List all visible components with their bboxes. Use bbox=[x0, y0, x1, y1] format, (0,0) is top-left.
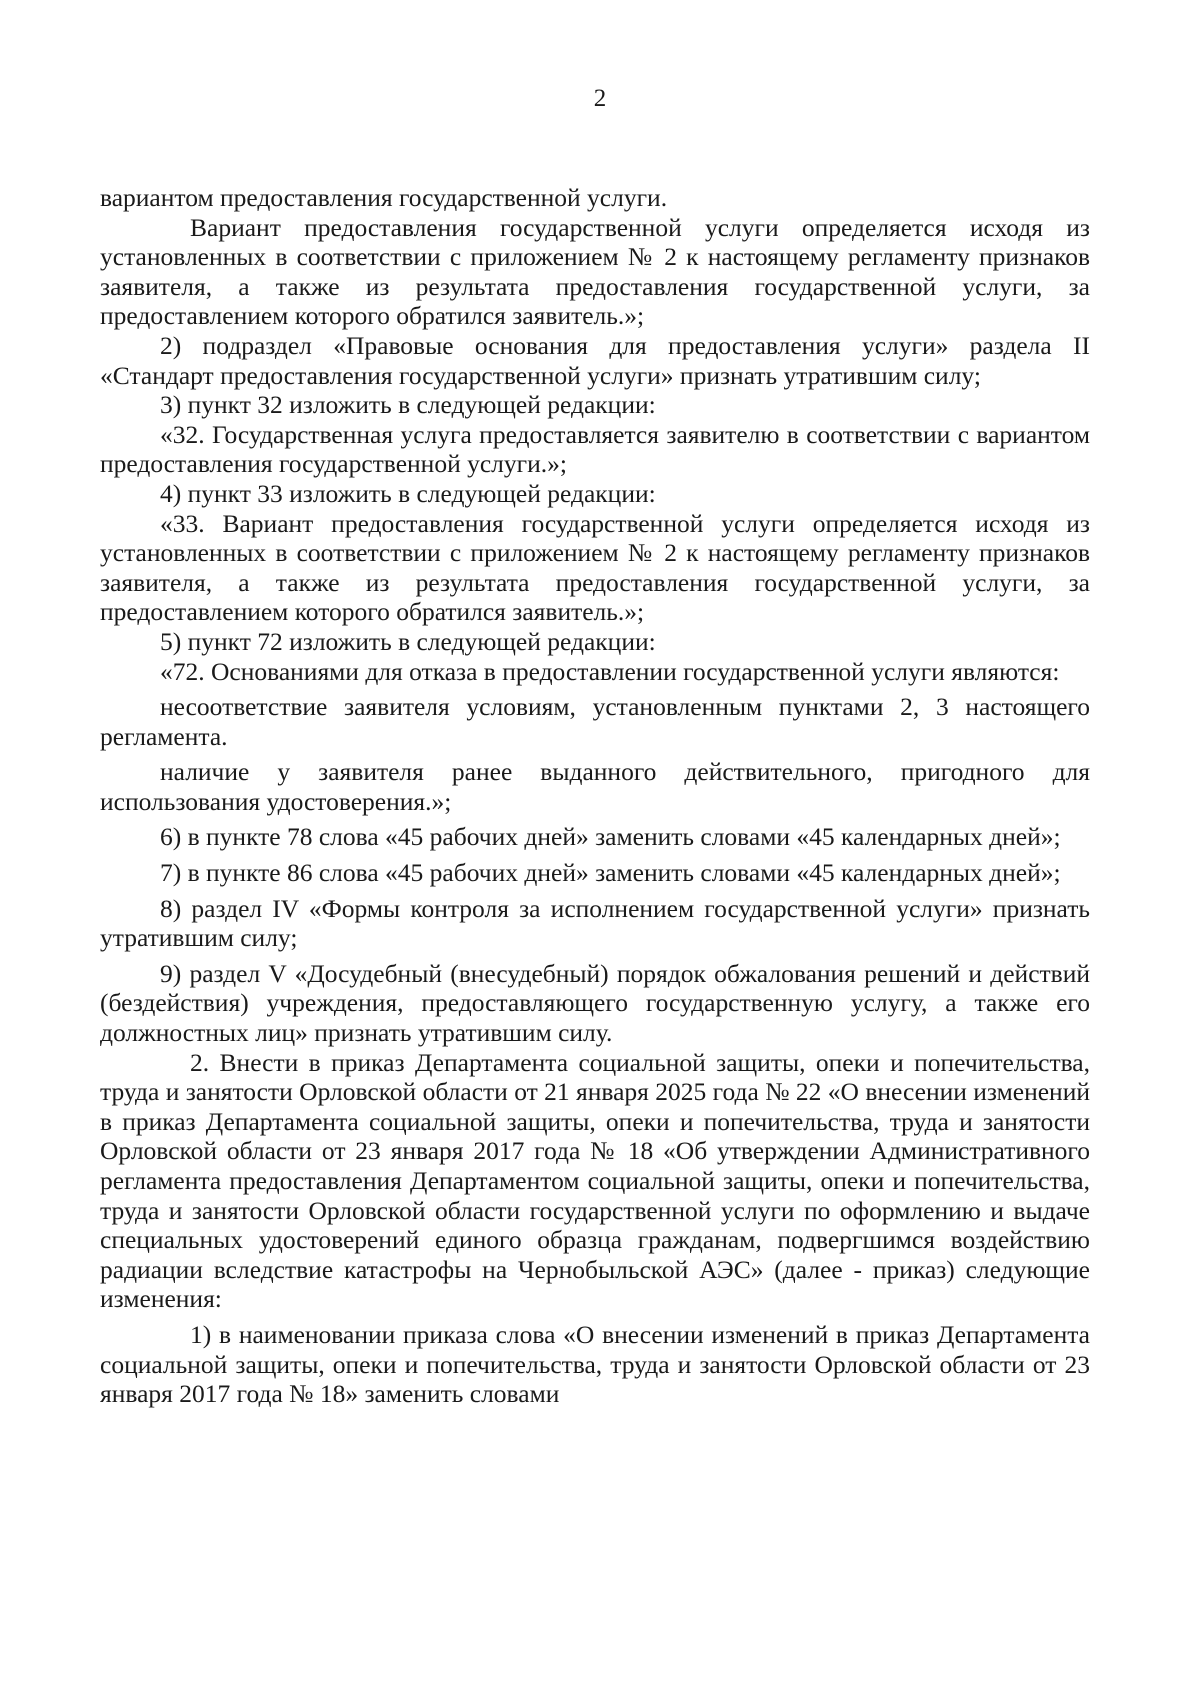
paragraph: 3) пункт 32 изложить в следующей редакции: bbox=[160, 390, 656, 420]
paragraph: 5) пункт 72 изложить в следующей редакции: bbox=[160, 626, 656, 656]
paragraph: наличие у заявителя ранее выданного действительного, пригодного для использования удостоверения.»; bbox=[100, 757, 1090, 816]
paragraph: «33. Вариант предоставления государственной услуги определяется исходя из установленных в соответствии с приложением № 2 к настоящему регламенту признаков заявителя, а также из результата предоставления государственной услуги, за предоставлением которого обратился заявитель.»; bbox=[100, 508, 1090, 627]
document-body bbox=[100, 183, 1090, 1409]
paragraph: 7) в пункте 86 слова «45 рабочих дней» заменить словами «45 календарных дней»; bbox=[160, 858, 1061, 888]
paragraph: 2) подраздел «Правовые основания для предоставления услуги» раздела II «Стандарт предоставления государственной услуги» признать утратившим силу; bbox=[100, 330, 1090, 390]
paragraph: несоответствие заявителя условиям, установленным пунктами 2, 3 настоящего регламента. bbox=[100, 692, 1090, 751]
paragraph: 2. Внести в приказ Департамента социальной защиты, опеки и попечительства, труда и занятости Орловской области от 21 января 2025 года № 22 «О внесении изменений в приказ Департамента социальной защиты, опеки и попечительства, труда и занятости Орловской области от 23 января 2017 года № 18 «Об утверждении Административного регламента предоставления Департаментом социальной защиты, опеки и попечительства, труда и занятости Орловской области государственной услуги по оформлению и выдаче специальных удостоверений единого образца гражданам, подвергшимся воздействию радиации вследствие катастрофы на Чернобыльской АЭС» (далее - приказ) следующие изменения: bbox=[100, 1047, 1090, 1314]
paragraph: «72. Основаниями для отказа в предоставлении государственной услуги являются: bbox=[160, 656, 1060, 686]
paragraph: 8) раздел IV «Формы контроля за исполнением государственной услуги» признать утратившим силу; bbox=[100, 893, 1090, 953]
paragraph: 4) пункт 33 изложить в следующей редакции: bbox=[160, 478, 656, 508]
paragraph: вариантом предоставления государственной услуги. bbox=[100, 183, 668, 212]
paragraph: Вариант предоставления государственной услуги определяется исходя из установленных в соответствии с приложением № 2 к настоящему регламенту признаков заявителя, а также из результата предоставления государственной услуги, за предоставлением которого обратился заявитель.»; bbox=[100, 212, 1090, 331]
paragraph: «32. Государственная услуга предоставляется заявителю в соответствии с вариантом предоставления государственной услуги.»; bbox=[100, 419, 1090, 479]
paragraph: 9) раздел V «Досудебный (внесудебный) порядок обжалования решений и действий (бездействия) учреждения, предоставляющего государственную услугу, а также его должностных лиц» признать утратившим силу. bbox=[100, 958, 1090, 1048]
paragraph: 6) в пункте 78 слова «45 рабочих дней» заменить словами «45 календарных дней»; bbox=[160, 822, 1061, 852]
paragraph: 1) в наименовании приказа слова «О внесении изменений в приказ Департамента социальной защиты, опеки и попечительства, труда и занятости Орловской области от 23 января 2017 года № 18» заменить словами bbox=[100, 1319, 1090, 1409]
page-number: 2 bbox=[593, 85, 607, 112]
